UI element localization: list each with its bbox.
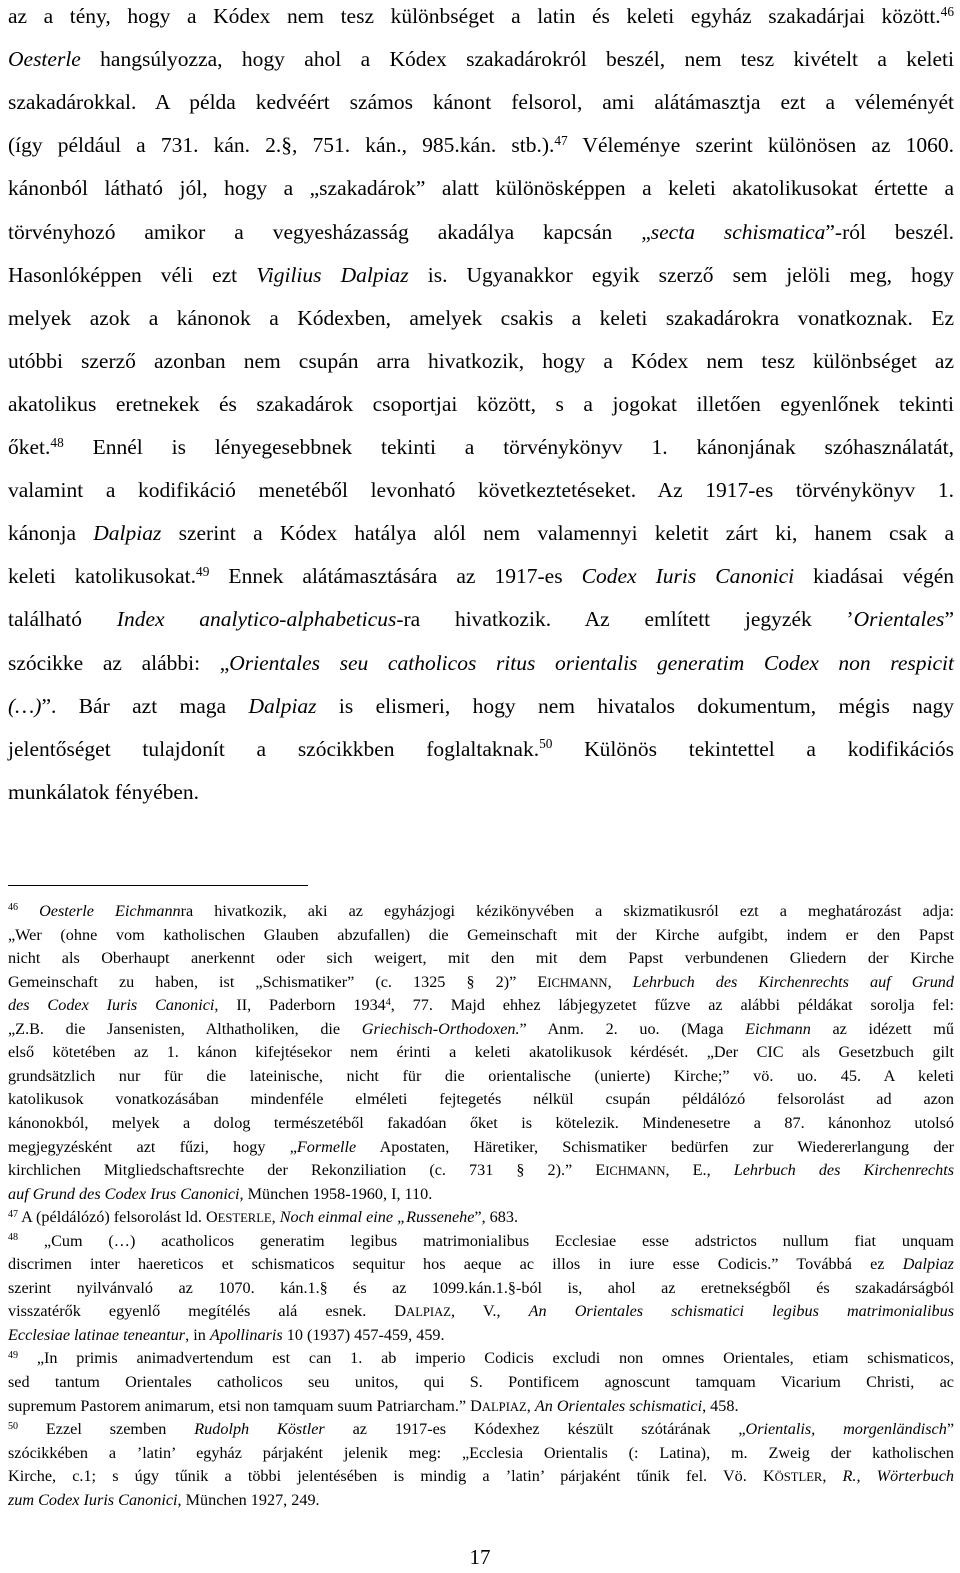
body-line: utóbbi szerző azonban nem csupán arra hivatkozik, hogy a Kódex nem tesz különbséget az <box>8 348 954 373</box>
footnote-line: visszatérők egyenlő megítélés alá esnek. DALPIAZ, V., An Orientales schismatici legibus matrimonialibus <box>8 1302 955 1321</box>
footnote-line: katolikusok vonatkozásában mindenféle elméleti fejtegetés nélkül csupán példálózó felsorolást ad azon <box>8 1090 954 1109</box>
body-line: kánonból látható jól, hogy a „szakadárok” alatt különösképpen a keleti akatolikusokat értette a <box>8 176 954 201</box>
footnote-line: $^{48}$ „Cum (…) acatholicos generatim legibus matrimonialibus Ecclesiae esse adstrictos nullum fiat unquam <box>8 1231 954 1250</box>
footnote-line: Ecclesiae latinae teneantur, in Apollinaris 10 (1937) 457-459, 459. <box>8 1325 445 1344</box>
footnote-line: $^{50}$ Ezzel szemben Rudolph Köstler az 1917-es Kódexhez készült szótárának „Orientalis, morgenländisch” <box>8 1420 954 1439</box>
body-line: Hasonlóképpen véli ezt Vigilius Dalpiaz is. Ugyanakkor egyik szerző sem jelöli meg, hogy <box>8 262 954 287</box>
footnote-separator <box>8 885 308 886</box>
body-line: munkálatok fényében. <box>8 779 200 804</box>
body-line: Oesterle hangsúlyozza, hogy ahol a Kódex szakadárokról beszél, nem tesz kivételt a keleti <box>8 47 954 72</box>
footnote-line: kirchlichen Mitgliedschaftsrechte der Rekonziliation (c. 731 § 2).” EICHMANN, E., Lehrbuch des Kirchenrechts <box>8 1161 954 1180</box>
footnote-line: Gemeinschaft zu haben, ist „Schismatiker” (c. 1325 § 2)” EICHMANN, Lehrbuch des Kirchenrechts auf Grund <box>8 972 954 991</box>
footnote-line: „Z.B. die Jansenisten, Althatholiken, die Griechisch-Orthodoxen.” Anm. 2. uo. (Maga Eichmann az idézett mű <box>8 1019 954 1038</box>
body-line: valamint a kodifikáció menetéből levonható következtetéseket. Az 1917-es törvénykönyv 1. <box>8 478 954 503</box>
footnote-line: szerint nyilvánvaló az 1070. kán.1.§ és az 1099.kán.1.§-ból is, ahol az eretnekségből és szakadárságból <box>8 1278 954 1297</box>
body-line: törvényhozó amikor a vegyesházasság akadálya kapcsán „secta schismatica”-ról beszél. <box>8 219 954 244</box>
body-line: keleti katolikusokat.$^{49}$ Ennek alátámasztására az 1917-es Codex Iuris Canonici kiadásai végén <box>8 563 955 589</box>
footnote-line: supremum Pastorem animarum, etsi non tamquam suum Patriarcham.” DALPIAZ, An Orientales schismatici, 458. <box>8 1396 739 1415</box>
body-line: szócikke az alábbi: „Orientales seu catholicos ritus orientalis generatim Codex non respicit <box>8 650 954 675</box>
footnote-line: auf Grund des Codex Irus Canonici, München 1958-1960, I, 110. <box>8 1184 433 1203</box>
body-line: az a tény, hogy a Kódex nem tesz különbséget a latin és keleti egyház szakadárjai között.$^{46}$ <box>8 3 954 28</box>
footnote-line: megjegyzésként azt fűzi, hogy „Formelle Apostaten, Häretiker, Schismatiker bedürfen zur Wiedererlangung der <box>8 1137 954 1156</box>
body-line: (így például a 731. kán. 2.§, 751. kán., 985.kán. stb.).$^{47}$ Véleménye szerint különösen az 1060. <box>8 132 954 158</box>
footnote-line: Kirche, c.1; s úgy tűnik a többi jelentésében is mindig a ’latin’ párjaként tűnik fel. Vö. KÖSTLER, R., Wörterbuch <box>8 1467 955 1486</box>
footnote-line: des Codex Iuris Canonici, II, Paderborn 1934$^4$, 77. Majd ehhez lábjegyzetet fűzve az alábbi példákat sorolja fel: <box>8 996 955 1015</box>
body-line: szakadárokkal. A példa kedvéért számos kánont felsorol, ami alátámasztja ezt a véleményét <box>8 90 954 115</box>
footnote-line: sed tantum Orientales catholicos seu unitos, qui S. Pontificem agnoscunt tamquam Vicarium Christi, ac <box>8 1373 954 1391</box>
body-line: akatolikus eretnekek és szakadárok csoportjai között, s a jogokat illetően egyenlőnek tekinti <box>8 391 954 416</box>
footnote-line: discrimen inter haereticos et schismaticos sequitur hos aeque ac illos in iure esse Codicis.” Továbbá ez Dalpiaz <box>8 1255 954 1274</box>
footnote-line: első kötetében az 1. kánon kifejtésekor nem érinti a keleti akatolikusok kérdését. „Der CIC als Gesetzbuch gilt <box>8 1043 954 1062</box>
footnote-line: zum Codex Iuris Canonici, München 1927, 249. <box>8 1490 320 1509</box>
footnote-line: nicht als Oberhaupt anerkennt oder sich weigert, mit den mit dem Papst verbundenen Gliedern der Kirche <box>8 949 954 968</box>
page-number: 17 <box>469 1545 491 1569</box>
body-line: jelentőséget tulajdonít a szócikkben foglaltaknak.$^{50}$ Különös tekintettel a kodifikációs <box>8 736 954 761</box>
body-line: található Index analytico-alphabeticus-ra hivatkozik. Az említett jegyzék ’Orientales” <box>8 607 954 632</box>
footnote-line: grundsätzlich nur für die lateinische, nicht für die orientalische (unierte) Kirche;” vö. uo. 45. A keleti <box>8 1066 954 1085</box>
footnote-line: $^{49}$ „In primis animadvertendum est can 1. ab imperio Codicis excludi non omnes Orientales, etiam schismaticos, <box>8 1349 954 1368</box>
body-line: (…)”. Bár azt maga Dalpiaz is elismeri, hogy nem hivatalos dokumentum, mégis nagy <box>8 693 954 718</box>
footnote-line: $^{47}$ A (példálózó) felsorolást ld. OESTERLE, Noch einmal eine „Russenehe”, 683. <box>8 1208 519 1227</box>
footnote-line: „Wer (ohne vom katholischen Glauben abzufallen) die Gemeinschaft mit der Kirche aufgibt, indem er den Papst <box>8 925 954 944</box>
footnote-line: szócikkében a ’latin’ egyház párjaként jelenik meg: „Ecclesia Orientalis (: Latina), m. Zweig der katholischen <box>8 1443 954 1462</box>
body-line: kánonja Dalpiaz szerint a Kódex hatálya alól nem valamennyi keletit zárt ki, hanem csak a <box>8 521 955 546</box>
body-line: melyek azok a kánonok a Kódexben, amelyek csakis a keleti szakadárokra vonatkoznak. Ez <box>8 305 954 330</box>
body-line: őket.$^{48}$ Ennél is lényegesebbnek tekinti a törvénykönyv 1. kánonjának szóhasználatát, <box>8 434 954 459</box>
footnote-line: $^{46}$ Oesterle Eichmannra hivatkozik, aki az egyházjogi kézikönyvében a skizmatikusról ezt a meghatározást adja: <box>8 902 955 920</box>
footnote-line: kánonokból, melyek a dolog természetéből fakadóan őket is kötelezik. Mindenesetre a 87. kánonhoz utolsó <box>8 1113 954 1132</box>
